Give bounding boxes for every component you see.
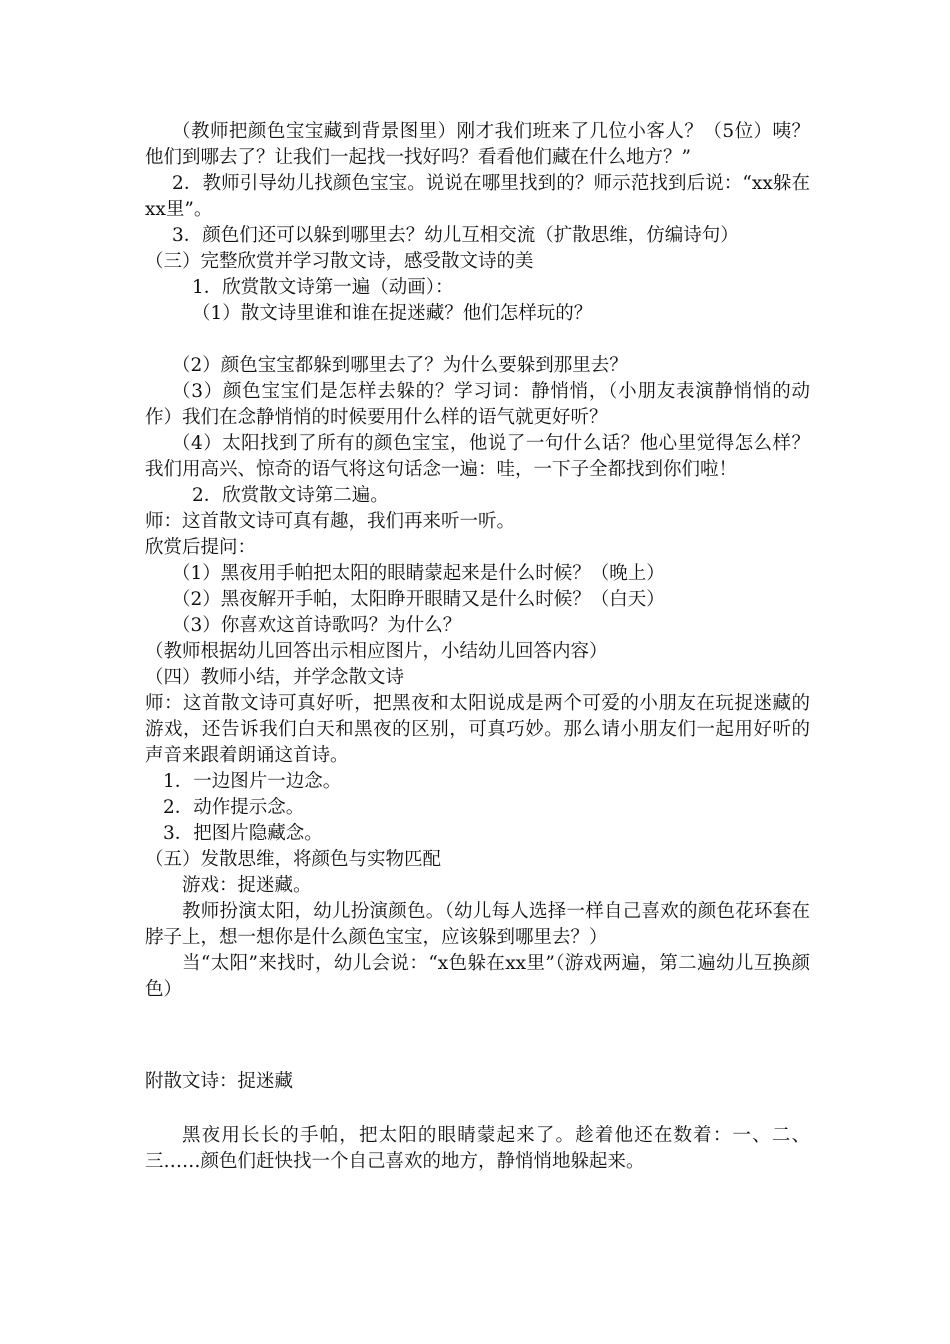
paragraph-teacher-2: 师：这首散文诗可真好听，把黑夜和太阳说成是两个可爱的小朋友在玩捉迷藏的游戏，还告诉我们白天和黑夜的区别，可真巧妙。那么请小朋友们一起用好听的声音来跟着朗诵这首诗。 [145,693,810,766]
question-night: （1）黑夜用手帕把太阳的眼睛蒙起来是什么时候？（晚上） [172,563,665,584]
paragraph-appreciate-1: 1．欣赏散文诗第一遍（动画）： [192,277,454,298]
question-day: （2）黑夜解开手帕，太阳睁开眼睛又是什么时候？（白天） [172,589,665,610]
poem-text: 黑夜用长长的手帕，把太阳的眼睛蒙起来了。趁着他还在数着：一、二、三……颜色们赶快找一个自己喜欢的地方，静悄悄地躲起来。 [145,1125,810,1172]
question-like: （3）你喜欢这首诗歌吗？为什么？ [172,615,462,636]
paragraph-step-2: 2．教师引导幼儿找颜色宝宝。说说在哪里找到的？师示范找到后说：“xx躲在xx里”。 [145,173,810,220]
paragraph-game-rules: 当“太阳”来找时，幼儿会说：“x色躲在xx里”（游戏两遍，第二遍幼儿互换颜色） [145,953,810,1000]
section-heading-3: （三）完整欣赏并学习散文诗，感受散文诗的美 [145,251,534,272]
blank-lines [145,1003,810,1055]
paragraph-appreciate-2: 2．欣赏散文诗第二遍。 [192,485,389,506]
paragraph-intro: （教师把颜色宝宝藏到背景图里）刚才我们班来了几位小客人？（5位）咦？他们到哪去了？让我们一起找一找好吗？看看他们藏在什么地方？” [145,121,810,168]
question-2: （2）颜色宝宝都躲到哪里去了？为什么要躲到那里去？ [172,355,628,376]
paragraph-after-questions: 欣赏后提问： [145,537,257,558]
paragraph-game: 游戏：捉迷藏。 [182,875,312,896]
paragraph-step-3: 3．颜色们还可以躲到哪里去？幼儿互相交流（扩散思维，仿编诗句） [172,225,739,246]
section-heading-4: （四）教师小结，并学念散文诗 [145,667,405,688]
step-read-3: 3．把图片隐藏念。 [163,823,323,844]
question-3: （3）颜色宝宝们是怎样去躲的？学习词：静悄悄，（小朋友表演静悄悄的动作）我们在念静悄悄的时候要用什么样的语气就更好听？ [145,381,810,428]
paragraph-teacher-1: 师：这首散文诗可真有趣，我们再来听一听。 [145,511,516,532]
poem-title: 附散文诗：捉迷藏 [145,1071,294,1092]
paragraph-game-roles: 教师扮演太阳，幼儿扮演颜色。（幼儿每人选择一样自己喜欢的颜色花环套在脖子上，想一想你是什么颜色宝宝，应该躲到哪里去？） [145,901,810,948]
section-heading-5: （五）发散思维，将颜色与实物匹配 [145,849,442,870]
document-body [145,119,810,1175]
blank-line [145,327,810,353]
step-read-1: 1．一边图片一边念。 [163,771,342,792]
paragraph-summary-note: （教师根据幼儿回答出示相应图片，小结幼儿回答内容） [145,641,608,662]
question-1: （1）散文诗里谁和谁在捉迷藏？他们怎样玩的？ [192,303,593,324]
question-4: （4）太阳找到了所有的颜色宝宝，他说了一句什么话？他心里觉得怎么样？我们用高兴、惊奇的语气将这句话念一遍：哇，一下子全都找到你们啦！ [145,433,810,480]
step-read-2: 2．动作提示念。 [163,797,305,818]
